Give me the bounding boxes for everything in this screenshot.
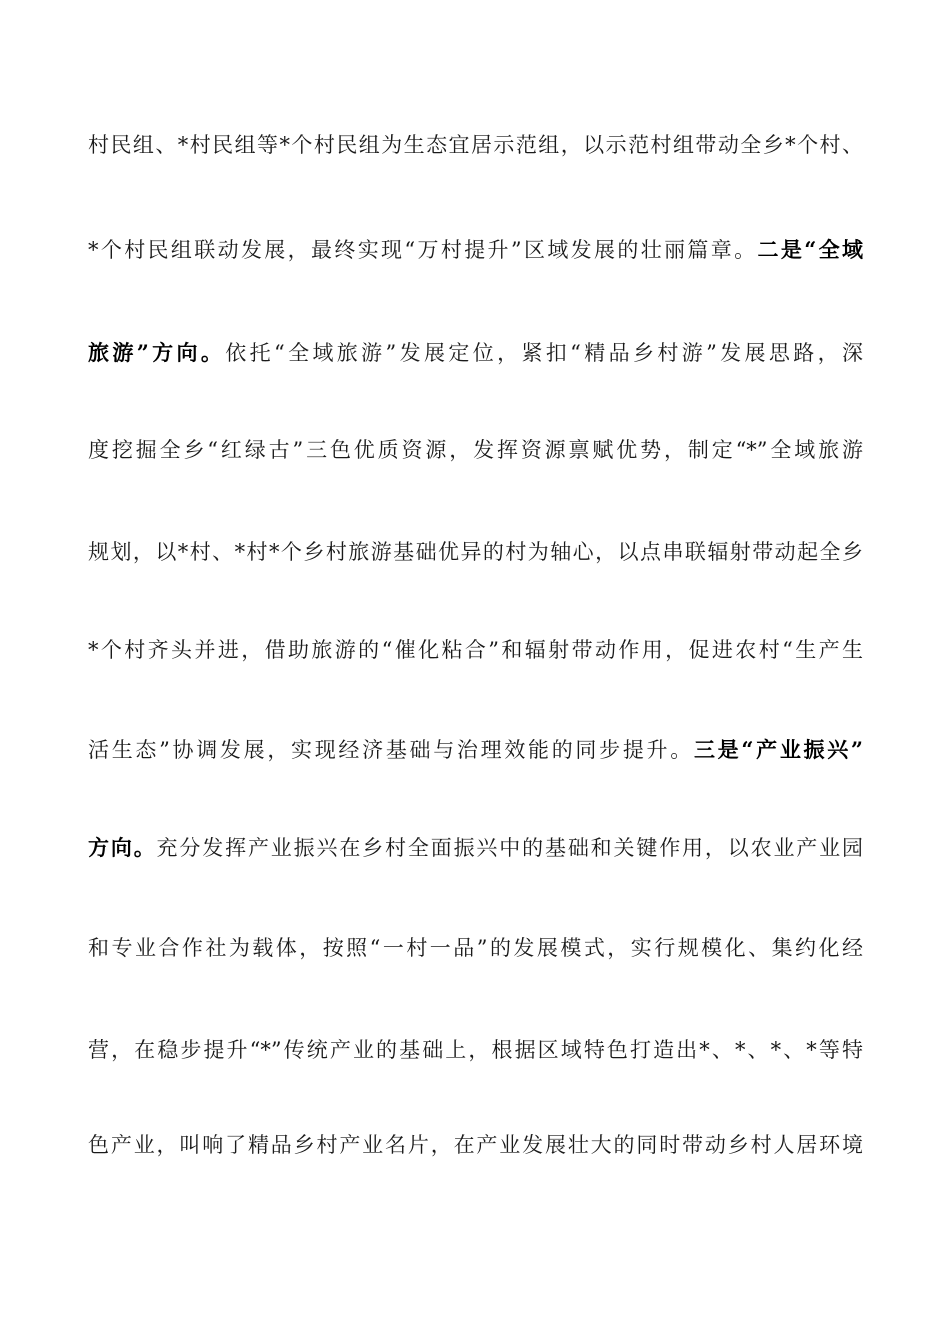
text-run: 营，在稳步提升“*”传统产业的基础上，根据区域特色打造出*、*、*、*等特 xyxy=(88,1038,863,1062)
text-line-2 xyxy=(88,230,863,270)
text-run: 依托“全域旅游”发展定位，紧扣“精品乡村游”发展思路，深 xyxy=(225,341,863,365)
text-line-7 xyxy=(88,730,863,770)
text-run: *个村民组联动发展，最终实现“万村提升”区域发展的壮丽篇章。 xyxy=(88,238,758,262)
text-line-10 xyxy=(88,1030,863,1070)
text-line-5 xyxy=(88,532,863,572)
text-run: 和专业合作社为载体，按照“一村一品”的发展模式，实行规模化、集约化经 xyxy=(88,936,863,960)
text-line-11 xyxy=(88,1125,863,1165)
text-run: 色产业，叫响了精品乡村产业名片，在产业发展壮大的同时带动乡村人居环境 xyxy=(88,1133,863,1157)
bold-heading-run: 二是“全域 xyxy=(757,237,863,262)
text-run: 村民组、*村民组等*个村民组为生态宜居示范组，以示范村组带动全乡*个村、 xyxy=(88,133,863,157)
bold-heading-run: 方向。 xyxy=(88,835,157,860)
text-line-9 xyxy=(88,928,863,968)
text-line-4 xyxy=(88,430,863,470)
text-line-3 xyxy=(88,333,863,373)
text-run: 充分发挥产业振兴在乡村全面振兴中的基础和关键作用，以农业产业园 xyxy=(156,836,863,860)
text-run: *个村齐头并进，借助旅游的“催化粘合”和辐射带动作用，促进农村“生产生 xyxy=(88,638,863,662)
text-run: 度挖掘全乡“红绿古”三色优质资源，发挥资源禀赋优势，制定“*”全域旅游 xyxy=(88,438,863,462)
text-run: 活生态”协调发展，实现经济基础与治理效能的同步提升。 xyxy=(88,738,694,762)
text-line-6 xyxy=(88,630,863,670)
text-line-1 xyxy=(88,125,863,165)
text-line-8 xyxy=(88,828,863,868)
text-run: 规划，以*村、*村*个乡村旅游基础优异的村为轴心，以点串联辐射带动起全乡 xyxy=(88,540,863,564)
bold-heading-run: 旅游”方向。 xyxy=(88,340,226,365)
bold-heading-run: 三是“产业振兴” xyxy=(693,737,863,762)
